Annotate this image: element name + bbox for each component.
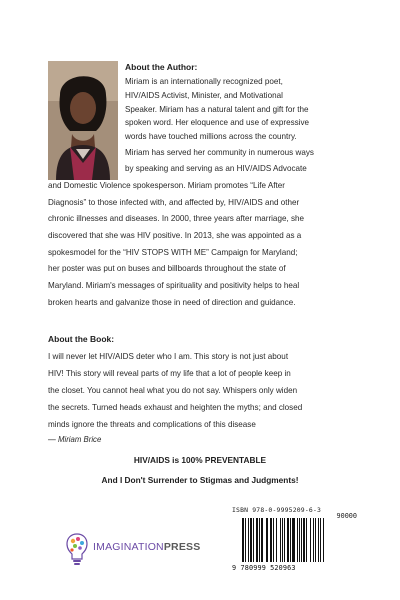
author-bio-line: spokesmodel for the “HIV STOPS WITH ME” Campaign for Maryland; [48,248,298,257]
isbn-number: ISBN 978-0-9995209-6-3 [232,506,322,514]
author-signature: — Miriam Brice [48,435,102,444]
book-heading: About the Book: [48,334,115,344]
barcode-digits: 9 780999 520963 [232,564,296,572]
book-description-line: I will never let HIV/AIDS deter who I am. This story is not just about [48,352,289,361]
author-bio-line: HIV/AIDS Activist, Minister, and Motivational [125,91,283,100]
author-bio-line: spoken word. Her eloquence and use of expressive [125,118,310,127]
author-bio-line: Maryland. Miriam's messages of spirituality and positivity helps to heal [48,281,300,290]
author-heading: About the Author: [125,62,198,72]
isbn-barcode [232,506,357,572]
barcode-bars [242,518,357,562]
publisher-name-part2: PRESS [163,541,201,553]
price-code: 90000 [336,512,357,520]
callout-no-surrender: And I Don't Surrender to Stigmas and Judgments! [101,475,299,485]
author-bio-line: her poster was put on buses and billboards throughout the state of [48,264,286,273]
barcode-gap [324,518,325,562]
author-bio-line: chronic illnesses and diseases. In 2000, three years after marriage, she [48,214,304,223]
lightbulb-head-icon [65,532,89,566]
author-bio-line: broken hearts and galvanize those in need of direction and guidance. [48,298,296,307]
author-photo [48,61,118,180]
book-description-line: HIV! This story will reveal parts of my life that a lot of people keep in [48,369,291,378]
publisher-logo [65,530,210,568]
author-bio-line: Miriam is an internationally recognized poet, [125,77,283,86]
author-bio-line: by speaking and serving as an HIV/AIDS Advocate [125,164,307,173]
book-description-line: the secrets. Turned heads exhaust and heighten the myths; and closed [48,403,303,412]
author-bio-line: Diagnosis” to those infected with, and affected by, HIV/AIDS and other [48,198,300,207]
author-bio-line: Miriam has served her community in numerous ways [125,148,314,157]
author-bio-line: discovered that she was HIV positive. In 2013, she was appointed as a [48,231,302,240]
author-bio-line: words have touched millions across the country. [125,132,297,141]
author-bio-line: Speaker. Miriam has a natural talent and gift for the [125,105,309,114]
author-bio-line: and Domestic Violence spokesperson. Miriam promotes “Life After [48,181,285,190]
callout-preventable: HIV/AIDS is 100% PREVENTABLE [133,455,267,465]
book-description-line: minds ignore the threats and complications of this disease [48,420,256,429]
book-description-line: the closet. You cannot heal what you do not say. Whispers only widen [48,386,298,395]
publisher-name [93,541,200,553]
publisher-name-part1: IMAGINATION [93,541,164,553]
